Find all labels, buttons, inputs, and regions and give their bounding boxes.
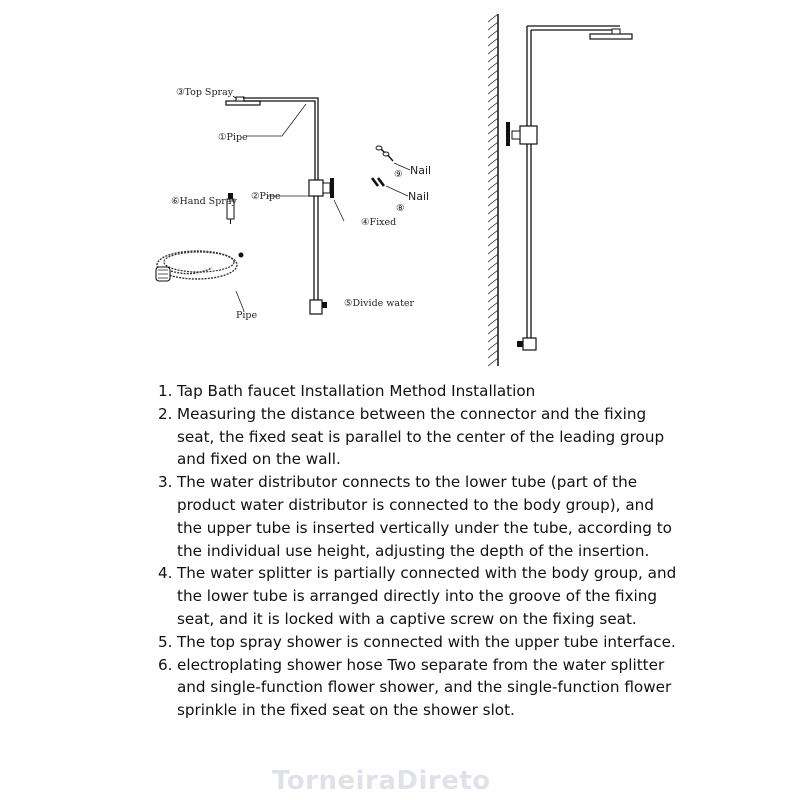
watermark-logo: TorneiraDireto [272, 766, 491, 796]
lower-pipe [314, 196, 318, 300]
shower-hose [156, 251, 244, 281]
label-divide-water: ⑤Divide water [344, 298, 415, 309]
upper-pipe [243, 98, 318, 180]
step-item [158, 631, 678, 654]
step-text: Tap Bath faucet Installation Method Installation [177, 382, 536, 400]
step-item [158, 380, 678, 403]
step-number: 1. [158, 382, 173, 400]
step-number: 4. [158, 564, 173, 583]
label-nail-1-num: ⑨ [394, 169, 403, 180]
wall [488, 14, 498, 366]
label-hose-pipe: Pipe [236, 310, 258, 321]
installed-view [488, 14, 632, 366]
label-hand-spray: ⑥Hand Spray [171, 196, 237, 207]
step-text: The water distributor connects to the lower tube (part of the product water distributor is connected to the body group), and the upper tube is inserted vertically under the tube, according to the individual use height, adjusting the depth of the insertion. [177, 473, 672, 560]
step-number: 6. [158, 655, 173, 674]
step-number: 2. [158, 404, 173, 423]
step-text: Measuring the distance between the connector and the fixing seat, the fixed seat is parallel to the center of the leading group and fixed on the wall. [177, 404, 665, 469]
step-item [158, 654, 678, 722]
water-divider [310, 300, 327, 314]
step-item [158, 471, 678, 562]
step-text: The top spray shower is connected with the upper tube interface. [177, 632, 676, 651]
label-nail-1: Nail [410, 164, 432, 177]
label-pipe-2: ②Pipe [251, 191, 281, 202]
label-nail-2-num: ⑧ [396, 203, 405, 214]
nail-icons [372, 146, 393, 186]
installation-steps [158, 380, 678, 722]
label-fixed: ④Fixed [361, 217, 397, 228]
step-item [158, 403, 678, 471]
step-item [158, 562, 678, 630]
installation-diagram [0, 0, 800, 380]
label-top-spray: ③Top Spray [176, 87, 234, 98]
label-pipe-1: ①Pipe [218, 132, 248, 143]
step-text: The water splitter is partially connected with the body group, and the lower tube is arranged directly into the groove of the fixing seat, and it is locked with a captive screw on the fixing seat. [177, 564, 677, 628]
step-number: 5. [158, 632, 173, 651]
fixed-seat [309, 178, 334, 198]
step-text: electroplating shower hose Two separate from the water splitter and single-function flower shower, and the single-function flower sprinkle in the fixed seat on the shower slot. [177, 655, 672, 720]
label-nail-2: Nail [408, 190, 430, 203]
step-number: 3. [158, 473, 173, 492]
